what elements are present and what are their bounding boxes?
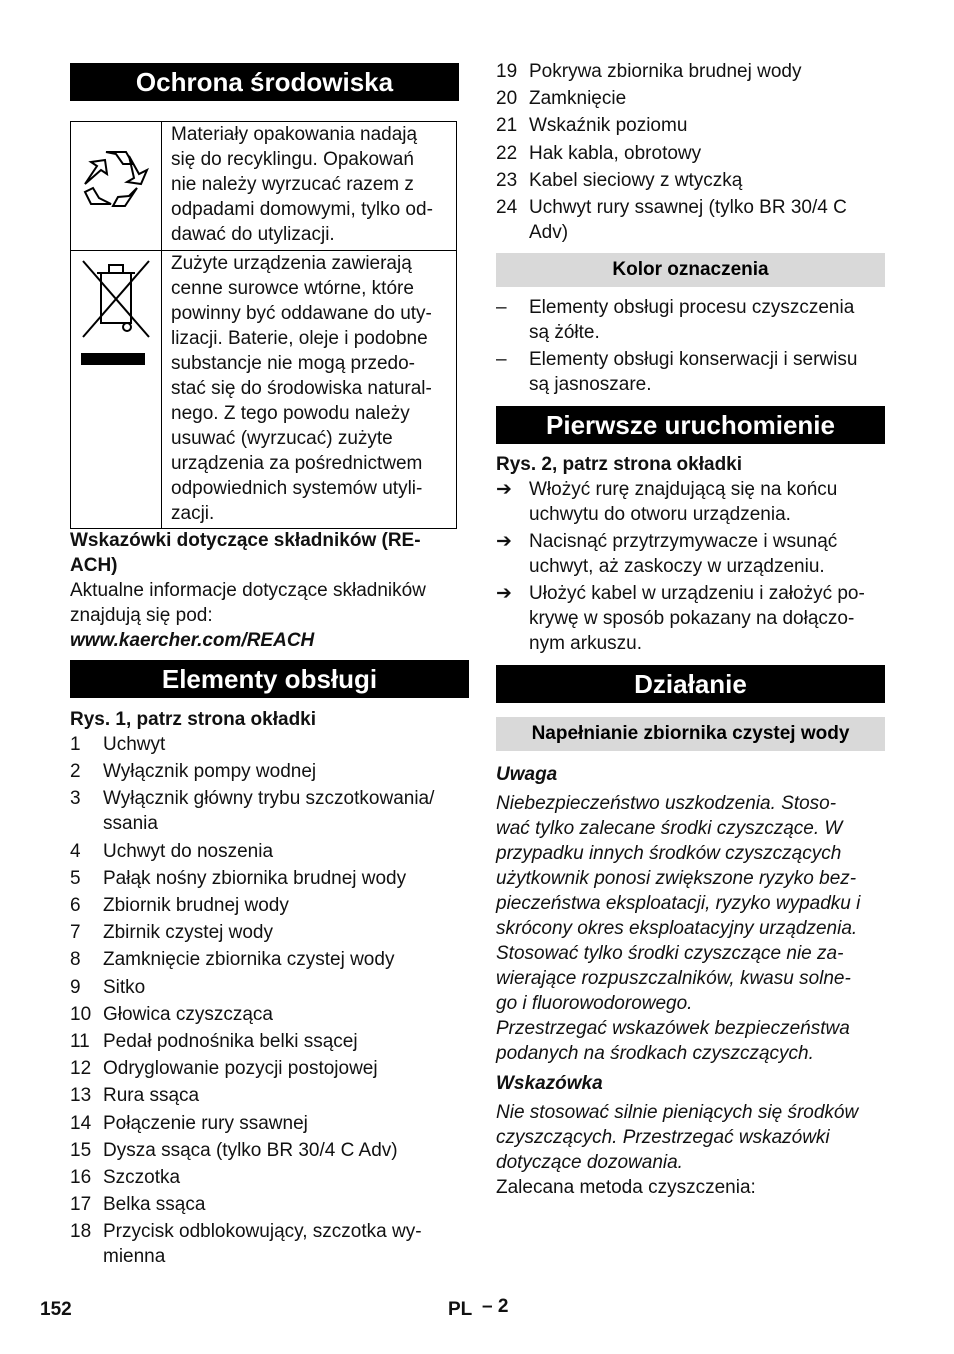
text-line: Niebezpieczeństwo uszkodzenia. Stoso- xyxy=(496,793,837,814)
section-title-first-start: Pierwsze uruchomienie xyxy=(496,406,885,444)
text-line: Zbiornik brudnej wody xyxy=(103,895,289,916)
text-line: go i fluorowodorowego. xyxy=(496,993,693,1014)
text-line: wać tylko zalecane środki czyszczące. W xyxy=(496,818,843,839)
list-item xyxy=(70,732,465,757)
text-line: czyszczących. Przestrzegać wskazówki xyxy=(496,1127,830,1148)
text-line: uchwyt, aż zaskoczy w urządzeniu. xyxy=(529,556,825,578)
env-text-weee xyxy=(171,251,450,526)
list-item-text xyxy=(103,1192,465,1217)
text-line: Szczotka xyxy=(103,1167,181,1188)
text-line: substancje nie mogą przedo- xyxy=(171,353,415,374)
list-item-number: 19 xyxy=(496,61,518,82)
text-line: Przestrzegać wskazówek bezpieczeństwa xyxy=(496,1018,850,1039)
note-text xyxy=(496,1100,896,1175)
list-item xyxy=(70,1029,465,1054)
reach-text xyxy=(70,578,460,628)
text-line: odpowiednich systemów utyli- xyxy=(171,478,423,499)
text-line: stać się do środowiska natural- xyxy=(171,378,432,399)
text-line: się do recyklingu. Opakowań xyxy=(171,149,414,170)
list-item-number: 22 xyxy=(496,142,518,164)
text-line: ACH) xyxy=(70,555,118,576)
text-line: znajdują się pod: xyxy=(70,605,213,626)
list-item xyxy=(496,529,891,579)
recycle-icon xyxy=(71,122,161,250)
list-item xyxy=(70,786,465,836)
list-item-number: – xyxy=(496,349,507,371)
text-line: Nacisnąć przytrzymywacze i wsunąć xyxy=(529,531,838,553)
list-item-text xyxy=(529,295,891,345)
list-item xyxy=(496,113,891,138)
list-item-number: 21 xyxy=(496,115,518,137)
list-item-text xyxy=(103,786,465,836)
list-item-number: 7 xyxy=(70,922,81,944)
text-line: Uchwyt rury ssawnej (tylko BR 30/4 C xyxy=(529,197,847,218)
text-line: Pałąk nośny zbiornika brudnej wody xyxy=(103,867,407,889)
list-item-text xyxy=(103,839,465,864)
text-line: Wyłącznik pompy wodnej xyxy=(103,761,317,783)
caution-label: Uwaga xyxy=(496,764,558,785)
list-item-number: 9 xyxy=(70,976,81,998)
list-item-number: 16 xyxy=(70,1167,92,1188)
recommended-method: Zalecana metoda czyszczenia: xyxy=(496,1177,756,1198)
list-item-number: 14 xyxy=(70,1112,92,1134)
section-title-controls: Elementy obsługi xyxy=(70,660,469,698)
text-line: Belka ssąca xyxy=(103,1194,206,1216)
list-item xyxy=(496,347,891,397)
env-text-recycling xyxy=(171,122,450,247)
text-line: Elementy obsługi procesu czyszczenia xyxy=(529,297,855,318)
list-item xyxy=(496,581,891,656)
text-line: cenne surowce wtórne, które xyxy=(171,278,414,299)
list-item-number: 4 xyxy=(70,840,81,862)
list-item-number: – xyxy=(496,297,507,318)
text-line: Aktualne informacje dotyczące składników xyxy=(70,580,426,601)
text-line: uchwytu do otworu urządzenia. xyxy=(529,504,791,525)
list-item xyxy=(496,141,891,166)
list-item-number: 3 xyxy=(70,788,81,810)
list-item-text xyxy=(103,866,465,891)
list-item-text xyxy=(103,975,465,1000)
list-item xyxy=(496,195,891,245)
list-item-number: 23 xyxy=(496,169,518,191)
text-line: dotyczące dozowania. xyxy=(496,1152,683,1173)
text-line: Pokrywa zbiornika brudnej wody xyxy=(529,61,802,82)
text-line: krywę w sposób pokazany na dołączo- xyxy=(529,608,855,630)
text-line: mienna xyxy=(103,1246,166,1268)
text-line: Sitko xyxy=(103,976,146,998)
text-line: Rura ssąca xyxy=(103,1085,200,1107)
recycle-icon-cell xyxy=(71,122,162,250)
text-line: skrócony okres eksploatacyjny urządzenia. xyxy=(496,918,858,939)
text-line: urządzenia za pośrednictwem xyxy=(171,453,423,474)
list-item xyxy=(496,86,891,111)
list-item xyxy=(496,477,891,527)
reach-link[interactable]: www.kaercher.com/REACH xyxy=(70,630,315,651)
list-item-text xyxy=(103,759,465,784)
list-item-text xyxy=(103,920,465,945)
text-line: Odryglowanie pozycji postojowej xyxy=(103,1058,378,1080)
list-item xyxy=(70,1002,465,1027)
text-line: Wskazówki dotyczące składników (RE- xyxy=(70,530,421,551)
note-label: Wskazówka xyxy=(496,1073,603,1094)
reach-heading xyxy=(70,528,460,578)
list-item xyxy=(496,295,891,345)
list-item-text xyxy=(529,581,891,656)
list-item-number: 6 xyxy=(70,895,81,916)
section-title-operation: Działanie xyxy=(496,665,885,703)
color-coding-title: Kolor oznaczenia xyxy=(496,253,885,287)
list-item-text xyxy=(103,893,465,918)
text-line: przypadku innych środków czyszczących xyxy=(496,843,842,864)
text-line: dawać do utylizacji. xyxy=(171,224,335,245)
list-item xyxy=(70,1056,465,1081)
text-line: Hak kabla, obrotowy xyxy=(529,142,702,164)
list-item-number: 2 xyxy=(70,761,81,783)
start-figure-ref: Rys. 2, patrz strona okładki xyxy=(496,454,743,475)
list-item xyxy=(70,893,465,918)
page-number: 152 xyxy=(40,1299,72,1320)
list-item xyxy=(70,759,465,784)
text-line: zacji. xyxy=(171,503,215,524)
text-line: nego. Z tego powodu należy xyxy=(171,403,410,424)
list-item-text xyxy=(529,347,891,397)
text-line: Zużyte urządzenia zawierają xyxy=(171,253,412,274)
text-line: Głowica czyszcząca xyxy=(103,1003,273,1025)
list-item xyxy=(70,975,465,1000)
text-line: pieczeństwa eksploatacji, ryzyko wypadku i xyxy=(496,893,861,914)
list-item-text xyxy=(103,1111,465,1136)
env-row-weee xyxy=(71,250,456,529)
list-item-number: 5 xyxy=(70,867,81,889)
text-line: Uchwyt xyxy=(103,734,166,755)
text-line: Zamknięcie zbiornika czystej wody xyxy=(103,949,395,971)
list-item xyxy=(70,920,465,945)
text-line: użytkownik ponosi zwiększone ryzyko bez- xyxy=(496,868,857,889)
list-item-text xyxy=(103,1083,465,1108)
text-line: Przycisk odblokowujący, szczotka wy- xyxy=(103,1221,422,1243)
list-item-number: 13 xyxy=(70,1085,92,1107)
language-code: PL xyxy=(448,1299,473,1320)
text-line: Elementy obsługi konserwacji i serwisu xyxy=(529,349,858,371)
controls-figure-ref: Rys. 1, patrz strona okładki xyxy=(70,709,317,730)
list-item-number: 11 xyxy=(70,1031,90,1052)
text-line: nym arkuszu. xyxy=(529,633,642,655)
text-line: podanych na środkach czyszczących. xyxy=(496,1043,814,1064)
text-line: Materiały opakowania nadają xyxy=(171,124,418,145)
list-item-number: 15 xyxy=(70,1139,92,1161)
text-line: Zamknięcie xyxy=(529,88,627,110)
list-item-text xyxy=(529,113,891,138)
list-item-number: 24 xyxy=(496,197,518,218)
list-item-number: 12 xyxy=(70,1058,92,1080)
text-line: Wyłącznik główny trybu szczotkowania/ xyxy=(103,788,435,810)
list-item xyxy=(70,866,465,891)
text-line: nie należy wyrzucać razem z xyxy=(171,174,414,195)
text-line: Uchwyt do noszenia xyxy=(103,840,274,862)
crossed-bin-icon xyxy=(71,251,161,371)
text-line: Pedał podnośnika belki ssącej xyxy=(103,1031,358,1052)
list-item-text xyxy=(529,168,891,193)
fill-tank-title: Napełnianie zbiornika czystej wody xyxy=(496,717,885,751)
list-item-number: ➔ xyxy=(496,583,512,605)
list-item xyxy=(496,59,891,84)
list-item-number: 1 xyxy=(70,734,81,755)
list-item-text xyxy=(103,947,465,972)
text-line: Adv) xyxy=(529,222,569,243)
list-item-text xyxy=(103,1165,465,1190)
text-line: Wskaźnik poziomu xyxy=(529,115,688,137)
text-line: lizacji. Baterie, oleje i podobne xyxy=(171,328,428,349)
list-item xyxy=(70,1138,465,1163)
list-item-number: 8 xyxy=(70,949,81,971)
list-item xyxy=(70,839,465,864)
text-line: ssania xyxy=(103,813,158,835)
list-item-number: 10 xyxy=(70,1003,92,1025)
text-line: powinny być oddawane do uty- xyxy=(171,303,432,324)
section-title-environment: Ochrona środowiska xyxy=(70,63,459,101)
list-item xyxy=(70,1165,465,1190)
list-item-text xyxy=(529,141,891,166)
list-item xyxy=(70,947,465,972)
list-item-number: 20 xyxy=(496,88,518,110)
text-line: Dysza ssąca (tylko BR 30/4 C Adv) xyxy=(103,1139,398,1161)
list-item-text xyxy=(103,732,465,757)
text-line: Kabel sieciowy z wtyczką xyxy=(529,169,743,191)
section-page: – 2 xyxy=(482,1296,509,1317)
environment-table xyxy=(70,121,457,529)
list-item-number: ➔ xyxy=(496,531,512,553)
text-line: wierające rozpuszczalników, kwasu solne- xyxy=(496,968,851,989)
list-item-text xyxy=(103,1056,465,1081)
text-line: usuwać (wyrzucać) zużyte xyxy=(171,428,393,449)
list-item-text xyxy=(529,529,891,579)
weee-icon-cell xyxy=(71,251,162,529)
list-item-number: ➔ xyxy=(496,479,512,500)
text-line: Zbirnik czystej wody xyxy=(103,922,273,944)
text-line: Ułożyć kabel w urządzeniu i założyć po- xyxy=(529,583,865,605)
list-item-text xyxy=(529,195,891,245)
list-item-text xyxy=(529,59,891,84)
list-item xyxy=(70,1219,465,1269)
list-item xyxy=(496,168,891,193)
list-item-number: 17 xyxy=(70,1194,92,1216)
list-item-text xyxy=(103,1219,465,1269)
env-row-recycling xyxy=(71,122,456,250)
text-line: są jasnoszare. xyxy=(529,374,652,396)
text-line: odpadami domowymi, tylko od- xyxy=(171,199,433,220)
list-item-text xyxy=(103,1138,465,1163)
list-item-text xyxy=(529,86,891,111)
list-item-text xyxy=(529,477,891,527)
list-item xyxy=(70,1192,465,1217)
text-line: są żółte. xyxy=(529,322,600,343)
text-line: Stosować tylko środki czyszczące nie za- xyxy=(496,943,844,964)
list-item xyxy=(70,1111,465,1136)
list-item-text xyxy=(103,1029,465,1054)
caution-text xyxy=(496,791,896,1066)
text-line: Nie stosować silnie pieniących się środków xyxy=(496,1102,859,1123)
list-item-text xyxy=(103,1002,465,1027)
text-line: Włożyć rurę znajdującą się na końcu xyxy=(529,479,838,500)
list-item-number: 18 xyxy=(70,1221,92,1243)
text-line: Połączenie rury ssawnej xyxy=(103,1112,308,1134)
list-item xyxy=(70,1083,465,1108)
